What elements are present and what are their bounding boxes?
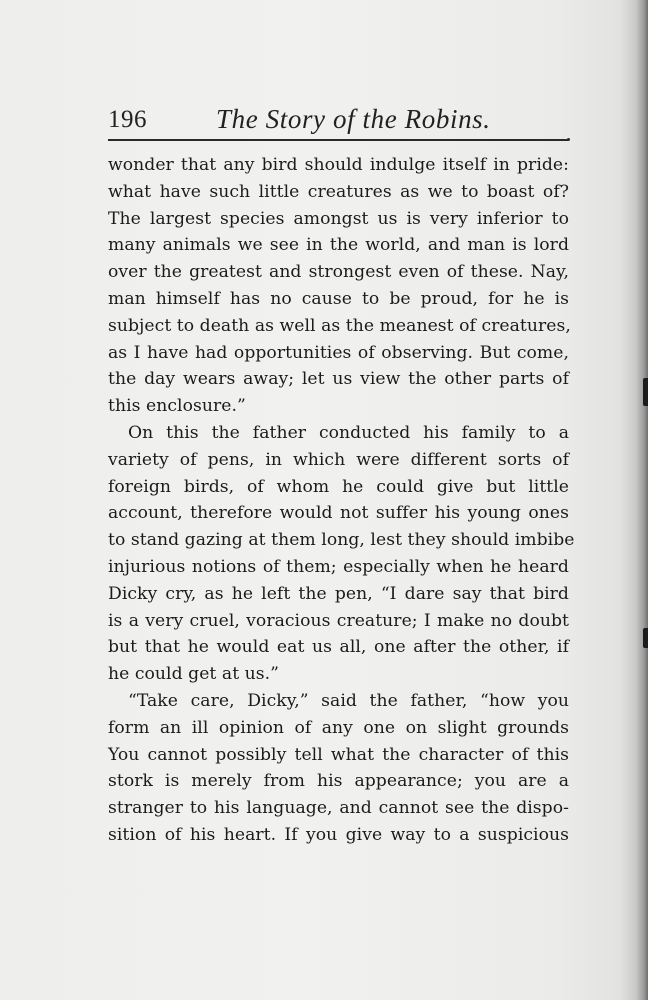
text-line: You cannot possibly tell what the character of this [108,744,569,765]
text-line: wonder that any bird should indulge itself in pride: [108,155,569,175]
text-line: what have such little creatures as we to boast of? [108,181,569,202]
text-line: variety of pens, in which were different sorts of [108,449,569,470]
text-line: is a very cruel, voracious creature; I make no doubt [108,610,569,631]
text-line: the day wears away; let us view the other parts of [108,369,569,390]
text-line: this enclosure.” [108,396,246,417]
paragraph [108,420,575,688]
text-line: foreign birds, of whom he could give but little [108,476,569,497]
paragraph [108,152,569,420]
running-title: The Story of the Robins. [216,104,491,134]
text-line: many animals we see in the world, and man is lord [108,235,569,256]
text-line: Dicky cry, as he left the pen, “I dare say that bird [108,583,569,604]
text-line: as I have had opportunities of observing. But come, [108,342,569,363]
text-line: sition of his heart. If you give way to a suspicious [108,824,569,845]
running-header [108,104,568,134]
text-line: stranger to his language, and cannot see the dispo- [108,798,569,819]
text-line: man himself has no cause to be proud, for he is [108,288,569,309]
text-line: injurious notions of them; especially when he heard [108,556,569,577]
text-line: over the greatest and strongest even of these. Nay, [108,262,569,283]
paragraph [108,688,569,849]
body-text [108,152,575,849]
text-line: but that he would eat us all, one after the other, if [108,637,569,658]
text-line: The largest species amongst us is very inferior to [108,208,569,229]
text-line: On this the father conducted his family to a [128,422,569,443]
scan-edge-mark [643,628,648,648]
text-line: he could get at us.” [108,664,280,685]
page-number: 196 [108,106,147,133]
text-line: “Take care, Dicky,” said the father, “how you [128,690,569,711]
text-line: subject to death as well as the meanest of creatures, [108,315,571,336]
text-line: account, therefore would not suffer his young ones [108,503,569,524]
header-rule [108,139,568,141]
text-line: to stand gazing at them long, lest they should imbibe [108,530,575,551]
text-line: form an ill opinion of any one on slight grounds [108,717,569,738]
text-line: stork is merely from his appearance; you are a [108,771,569,792]
scan-edge-mark [643,378,648,406]
